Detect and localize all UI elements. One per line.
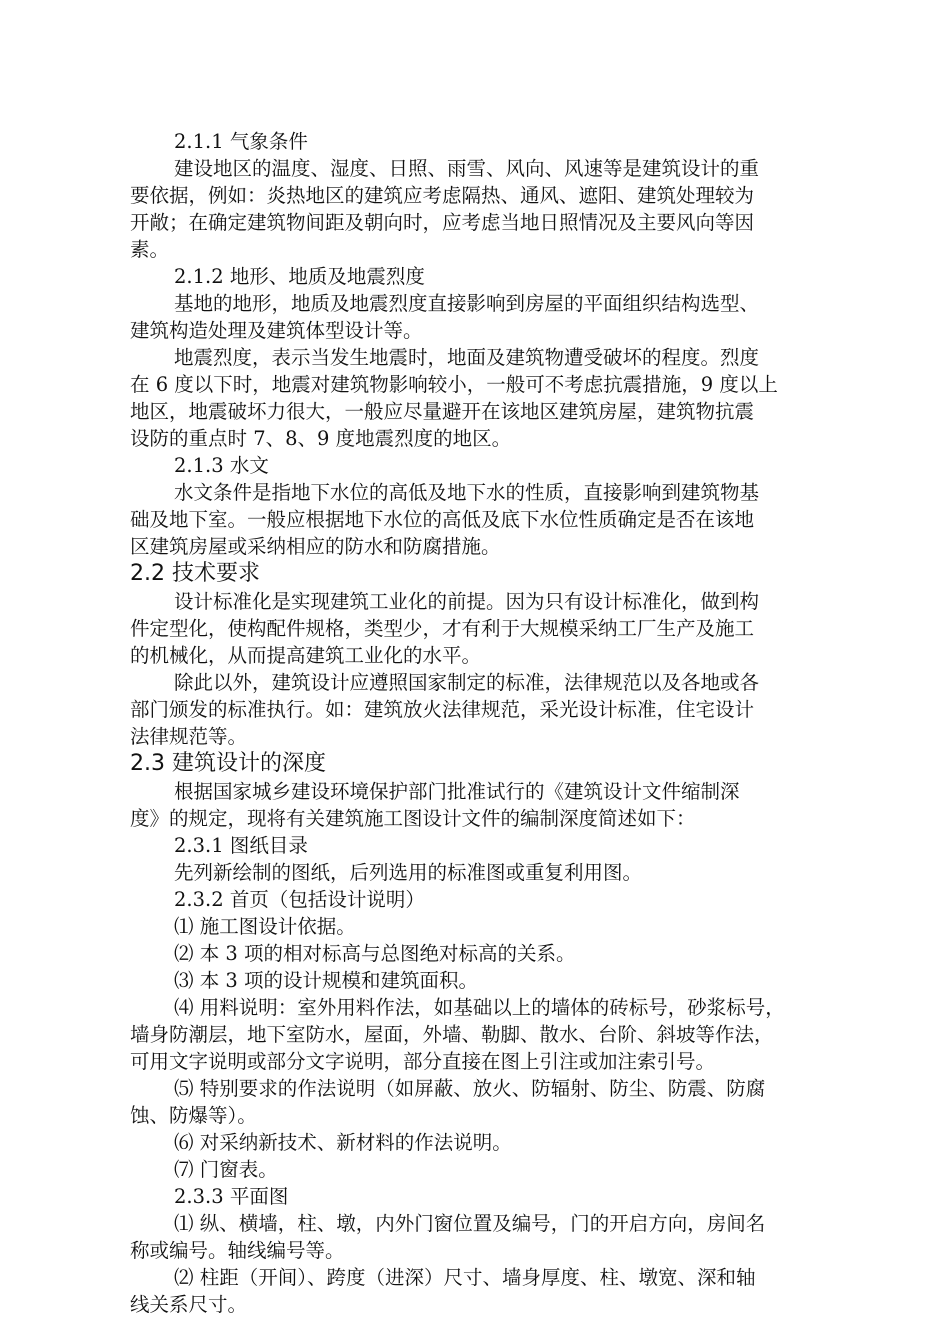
- text-line: 墙身防潮层，地下室防水，屋面，外墙、勒脚、散水、台阶、斜坡等作法，: [130, 1023, 774, 1046]
- text-line: 开敞；在确定建筑物间距及朝向时，应考虑当地日照情况及主要风向等因: [130, 211, 755, 234]
- text-line: 2.3.2 首页（包括设计说明）: [174, 888, 425, 911]
- text-line: 先列新绘制的图纸，后列选用的标准图或重复利用图。: [174, 861, 643, 884]
- text-line: ⑷ 用料说明：室外用料作法，如基础以上的墙体的砖标号，砂浆标号，: [174, 996, 785, 1019]
- text-line: 法律规范等。: [130, 725, 248, 748]
- text-line: ⑴ 施工图设计依据。: [174, 915, 356, 938]
- text-line: 基地的地形，地质及地震烈度直接影响到房屋的平面组织结构选型、: [174, 292, 760, 315]
- text-line: 要依据，例如：炎热地区的建筑应考虑隔热、通风、遮阳、建筑处理较为: [130, 184, 755, 207]
- section-heading: 2.2 技术要求: [130, 561, 260, 586]
- text-line: 水文条件是指地下水位的高低及地下水的性质，直接影响到建筑物基: [174, 481, 760, 504]
- text-line: ⑶ 本 3 项的设计规模和建筑面积。: [174, 969, 479, 992]
- text-line: 2.3.3 平面图: [174, 1185, 289, 1208]
- text-line: ⑹ 对采纳新技术、新材料的作法说明。: [174, 1131, 512, 1154]
- document-body: [130, 128, 830, 1318]
- text-line: 部门颁发的标准执行。如：建筑放火法律规范，采光设计标准，住宅设计: [130, 698, 755, 721]
- text-line: ⑸ 特别要求的作法说明（如屏蔽、放火、防辐射、防尘、防震、防腐: [174, 1077, 766, 1100]
- text-line: 的机械化，从而提高建筑工业化的水平。: [130, 644, 482, 667]
- text-line: 2.1.2 地形、地质及地震烈度: [174, 265, 425, 288]
- text-line: ⑵ 本 3 项的相对标高与总图绝对标高的关系。: [174, 942, 576, 965]
- text-line: 地震烈度，表示当发生地震时，地面及建筑物遭受破坏的程度。烈度: [174, 346, 760, 369]
- text-line: ⑺ 门窗表。: [174, 1158, 278, 1181]
- text-line: 设计标准化是实现建筑工业化的前提。因为只有设计标准化，做到构: [174, 590, 760, 613]
- text-line: 线关系尺寸。: [130, 1293, 248, 1316]
- text-line: ⑴ 纵、横墙，柱、墩，内外门窗位置及编号，门的开启方向，房间名: [174, 1212, 766, 1235]
- text-line: 2.1.1 气象条件: [174, 130, 308, 153]
- text-line: 设防的重点时 7、8、9 度地震烈度的地区。: [130, 427, 512, 450]
- text-line: 区建筑房屋或采纳相应的防水和防腐措施。: [130, 535, 501, 558]
- text-line: 2.1.3 水文: [174, 454, 269, 477]
- text-line: 除此以外，建筑设计应遵照国家制定的标准，法律规范以及各地或各: [174, 671, 760, 694]
- text-line: 度》的规定，现将有关建筑施工图设计文件的编制深度简述如下：: [130, 807, 696, 830]
- text-line: 称或编号。轴线编号等。: [130, 1239, 345, 1262]
- section-heading: 2.3 建筑设计的深度: [130, 751, 326, 776]
- text-line: 在 6 度以下时，地震对建筑物影响较小，一般可不考虑抗震措施，9 度以上: [130, 373, 778, 396]
- text-line: 可用文字说明或部分文字说明，部分直接在图上引注或加注索引号。: [130, 1050, 716, 1073]
- text-line: 素。: [130, 238, 170, 261]
- text-line: 建设地区的温度、湿度、日照、雨雪、风向、风速等是建筑设计的重: [174, 157, 760, 180]
- text-line: 础及地下室。一般应根据地下水位的高低及底下水位性质确定是否在该地: [130, 508, 755, 531]
- text-line: 件定型化，使构配件规格，类型少，才有利于大规模采纳工厂生产及施工: [130, 617, 755, 640]
- text-line: 2.3.1 图纸目录: [174, 834, 308, 857]
- text-line: 蚀、防爆等）。: [130, 1104, 257, 1127]
- text-line: 建筑构造处理及建筑体型设计等。: [130, 319, 423, 342]
- text-line: 地区，地震破坏力很大，一般应尽量避开在该地区建筑房屋，建筑物抗震: [130, 400, 755, 423]
- text-line: ⑵ 柱距（开间）、跨度（进深）尺寸、墙身厚度、柱、墩宽、深和轴: [174, 1266, 756, 1289]
- text-line: 根据国家城乡建设环境保护部门批准试行的《建筑设计文件缩制深: [174, 780, 740, 803]
